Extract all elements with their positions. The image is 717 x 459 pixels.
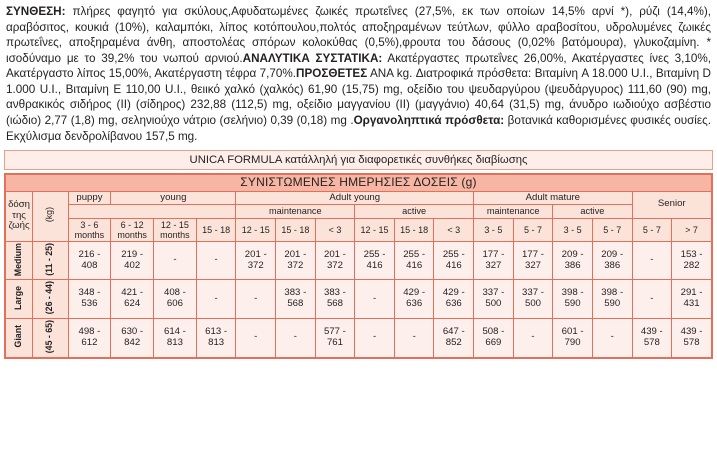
dose-cell: 383 - 568 — [276, 280, 316, 319]
dose-cell: 153 - 282 — [672, 241, 712, 280]
dose-cell: - — [196, 280, 236, 319]
dose-cell: 421 - 624 — [111, 280, 154, 319]
dose-cell: 630 - 842 — [111, 318, 154, 357]
weight-range-cell: (11 - 25) — [33, 241, 68, 280]
dose-cell: 613 - 813 — [196, 318, 236, 357]
age-range-cell: < 3 — [315, 218, 355, 241]
age-range-cell: 15 - 18 — [196, 218, 236, 241]
weight-unit-label: (kg) — [44, 206, 55, 222]
dose-cell: - — [632, 280, 672, 319]
weight-range-cell: (26 - 44) — [33, 280, 68, 319]
size-label-cell: Giant — [6, 318, 33, 357]
dose-cell: 337 - 500 — [474, 280, 514, 319]
corner-line-1: δόση — [8, 198, 31, 210]
dose-cell: 177 - 327 — [513, 241, 553, 280]
size-label-cell: Medium — [6, 241, 33, 280]
age-range-row — [6, 218, 712, 241]
dose-cell: 209 - 386 — [592, 241, 632, 280]
age-range-cell: 5 - 7 — [592, 218, 632, 241]
age-range-cell: 12 - 15 months — [154, 218, 197, 241]
ingredients-paragraph: ΣΥΝΘΕΣΗ: πλήρες φαγητό για σκύλους,Αφυδατωμένες ζωικές πρωτεΐνες (27,5%, εκ των οποίων 14,5% αρνί *), ρύζι (14,4%), αραβόσιτος, κουκιά (10%), καλαμπόκι, λίπος κοτόπουλου,πολτός αποξηραμένων τεύτλων, φύλλο αραβοσίτου, υδρολυμένες ζωικές πρωτεΐνες, αποξηραμένα άνθη, αποστολέας σπόρων κολοκύθας (0,5%),φρουτα του δάσους (0,02% βατόμουρα), γλυκοζαμίνη. * ισοδύναμο με το 39,2% του νωπού αρνιού.ΑΝΑΛΥΤΙΚΑ ΣΥΣΤΑΤΙΚΑ: Ακατέργαστες πρωτεΐνες 26,00%, Ακατέργαστες ίνες 3,10%, Ακατέργαστο λίπος 15,00%, Ακατέργαστη τέφρα 7,70%.ΠΡΟΣΘΕΤΕΣ ΑΝΑ kg. Διατροφικά πρόσθετα: Βιταμίνη A 18.000 U.I., Βιταμίνη D 1.000 U.I., Βιταμίνη E 110,00 U.I., θειικό χαλκό (χαλκός) 61,90 (15,75) mg, οξείδιο του ψευδαργύρου (ψευδάργυρος) 111,60 (90) mg, ανθρακικός σιδήρος (II) (σίδηρος) 232,88 (112,5) mg, οξείδιο μαγγανίου (II) (μαγγάνιο) 40,64 (31,5) mg, άνυδρο ιωδιούχο ασβέστιο (ιώδιο) 2,77 (1,8) mg, σεληνιούχο νάτριο (σελήνιο) 0,39 (0,18) mg .Οργανοληπτικά πρόσθετα: βοτανικά καθορισμένες φυσικές ουσίες. Εκχύλισμα δενδρολίβανου 157,5 mg. — [6, 5, 711, 143]
weight-range-cell: (45 - 65) — [33, 318, 68, 357]
dose-cell: 383 - 568 — [315, 280, 355, 319]
dose-cell: - — [355, 280, 395, 319]
dose-cell: 498 - 612 — [68, 318, 111, 357]
dose-cell: - — [276, 318, 316, 357]
age-range-cell: < 3 — [434, 218, 474, 241]
dose-cell: 398 - 590 — [553, 280, 593, 319]
dose-cell: - — [355, 318, 395, 357]
age-range-cell: 6 - 12 months — [111, 218, 154, 241]
subgroup-maintenance-adult-mature: maintenance — [474, 205, 553, 218]
group-adult-mature: Adult mature — [474, 191, 632, 205]
daily-doses-table — [5, 174, 712, 358]
table-title-row — [6, 175, 712, 191]
age-range-cell: 15 - 18 — [276, 218, 316, 241]
dose-cell: 216 - 408 — [68, 241, 111, 280]
dose-cell: 201 - 372 — [276, 241, 316, 280]
subgroup-active-adult-mature: active — [553, 205, 632, 218]
size-label-cell: Large — [6, 280, 33, 319]
dose-cell: - — [236, 280, 276, 319]
dose-cell: 398 - 590 — [592, 280, 632, 319]
age-range-cell: 3 - 6 months — [68, 218, 111, 241]
dose-cell: 601 - 790 — [553, 318, 593, 357]
dose-cell: 209 - 386 — [553, 241, 593, 280]
age-range-cell: 15 - 18 — [394, 218, 434, 241]
dose-cell: - — [394, 318, 434, 357]
weight-unit-cell — [33, 191, 68, 241]
table-row — [6, 318, 712, 357]
dose-cell: 408 - 606 — [154, 280, 197, 319]
dose-cell: - — [513, 318, 553, 357]
table-row — [6, 241, 712, 280]
dose-cell: 439 - 578 — [632, 318, 672, 357]
age-range-cell: 5 - 7 — [513, 218, 553, 241]
dose-cell: 439 - 578 — [672, 318, 712, 357]
dose-cell: - — [154, 241, 197, 280]
daily-doses-table-wrapper — [4, 173, 713, 359]
subgroup-empty-young — [68, 205, 236, 218]
group-adult-young: Adult young — [236, 191, 474, 205]
dose-cell: 255 - 416 — [434, 241, 474, 280]
dose-cell: 614 - 813 — [154, 318, 197, 357]
dose-cell: - — [632, 241, 672, 280]
dose-cell: 348 - 536 — [68, 280, 111, 319]
group-puppy: puppy — [68, 191, 111, 205]
dose-cell: 201 - 372 — [236, 241, 276, 280]
dose-cell: 647 - 852 — [434, 318, 474, 357]
age-range-cell: 12 - 15 — [236, 218, 276, 241]
dose-cell: 429 - 636 — [394, 280, 434, 319]
dose-cell: 429 - 636 — [434, 280, 474, 319]
formula-banner: UNICA FORMULA κατάλληλή για διαφορετικές συνθήκες διαβίωσης — [4, 150, 713, 170]
subgroup-active-adult-young: active — [355, 205, 474, 218]
dose-cell: - — [196, 241, 236, 280]
table-title: ΣΥΝΙΣΤΩΜΕΝΕΣ ΗΜΕΡΗΣΙΕΣ ΔΟΣΕΙΣ (g) — [6, 175, 712, 191]
dose-cell: 255 - 416 — [394, 241, 434, 280]
dose-cell: 219 - 402 — [111, 241, 154, 280]
dose-corner-label — [6, 191, 33, 241]
dose-cell: 177 - 327 — [474, 241, 514, 280]
dose-cell: 337 - 500 — [513, 280, 553, 319]
dose-cell: 201 - 372 — [315, 241, 355, 280]
table-row — [6, 280, 712, 319]
dose-rows-body — [6, 241, 712, 357]
dose-cell: - — [592, 318, 632, 357]
dose-cell: - — [236, 318, 276, 357]
age-range-cell: 3 - 5 — [474, 218, 514, 241]
dose-cell: 255 - 416 — [355, 241, 395, 280]
group-young: young — [111, 191, 236, 205]
age-range-cell: 12 - 15 — [355, 218, 395, 241]
life-stage-group-row — [6, 191, 712, 205]
age-range-cell: 5 - 7 — [632, 218, 672, 241]
dose-cell: 577 - 761 — [315, 318, 355, 357]
age-range-cell: 3 - 5 — [553, 218, 593, 241]
dose-cell: 508 - 669 — [474, 318, 514, 357]
subgroup-maintenance-adult-young: maintenance — [236, 205, 355, 218]
group-senior: Senior — [632, 191, 711, 218]
corner-line-2: της ζωής — [8, 209, 30, 232]
dose-cell: 291 - 431 — [672, 280, 712, 319]
activity-subgroup-row — [6, 205, 712, 218]
age-range-cell: > 7 — [672, 218, 712, 241]
